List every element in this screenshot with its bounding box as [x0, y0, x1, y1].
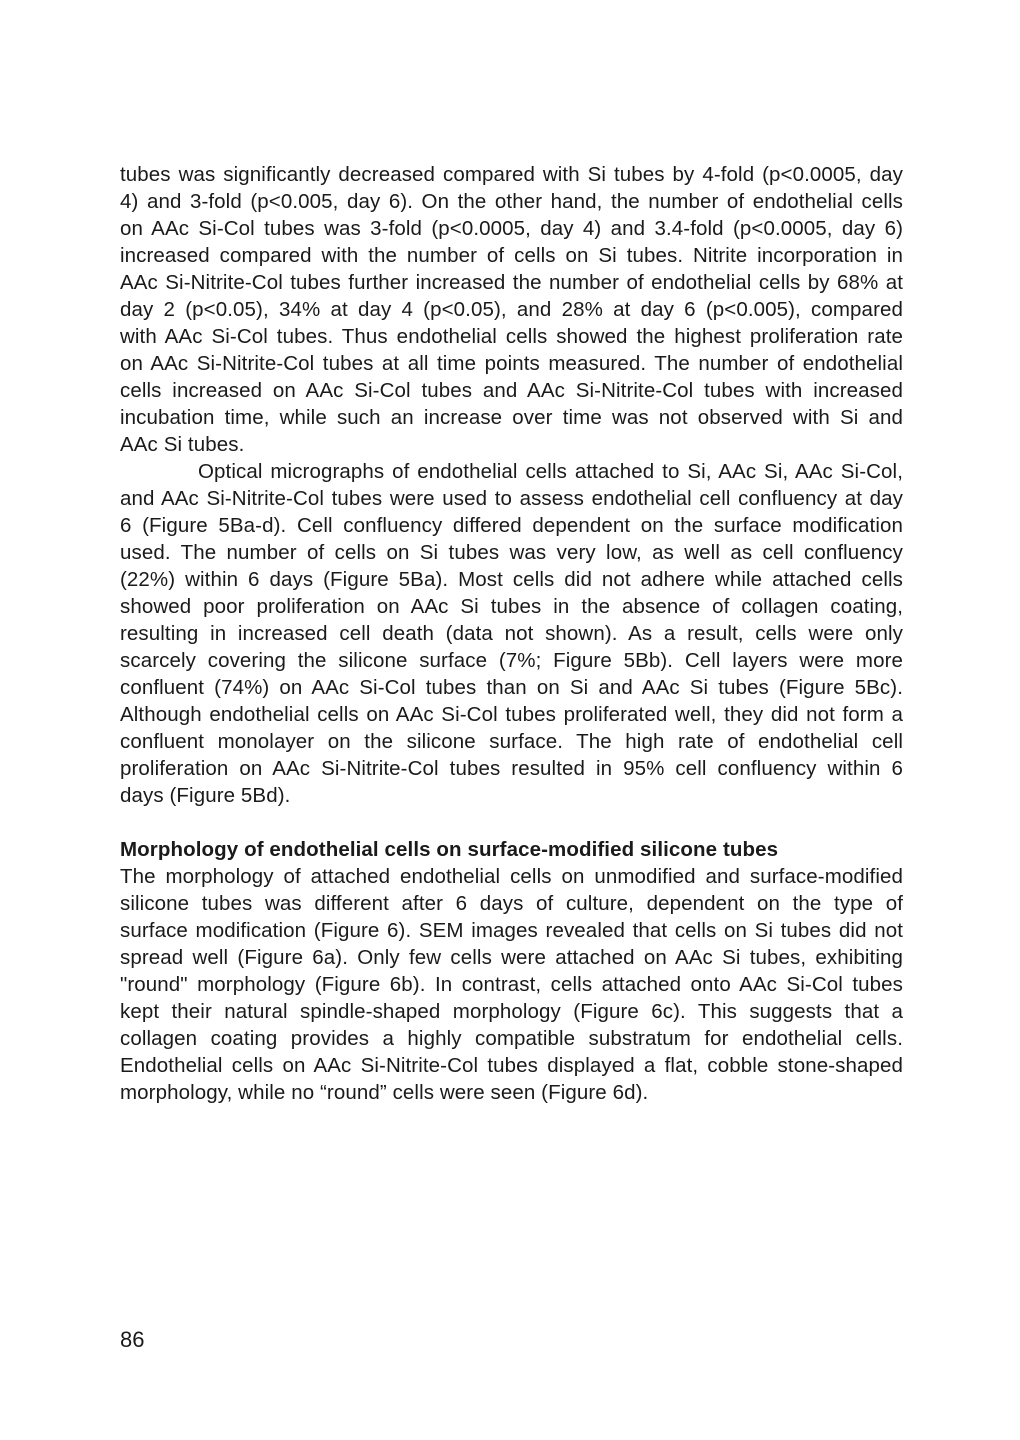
text-line: proliferation on AAc Si-Nitrite-Col tubes resulted in 95% cell confluency within 6 [120, 757, 903, 780]
body-paragraph-2 [120, 458, 903, 809]
text-line: 6 (Figure 5Ba-d). Cell confluency differed dependent on the surface modification [120, 514, 903, 537]
text-line: days (Figure 5Bd). [120, 784, 291, 807]
text-line: Endothelial cells on AAc Si-Nitrite-Col tubes displayed a flat, cobble stone-shaped [120, 1054, 903, 1077]
text-line: Although endothelial cells on AAc Si-Col tubes proliferated well, they did not form a [120, 703, 903, 726]
text-line: Optical micrographs of endothelial cells attached to Si, AAc Si, AAc Si-Col, [198, 460, 903, 483]
text-line: kept their natural spindle-shaped morphology (Figure 6c). This suggests that a [120, 1000, 903, 1023]
text-line: cells increased on AAc Si-Col tubes and AAc Si-Nitrite-Col tubes with increased [120, 379, 903, 402]
text-line: collagen coating provides a highly compatible substratum for endothelial cells. [120, 1027, 903, 1050]
text-line: surface modification (Figure 6). SEM images revealed that cells on Si tubes did not [120, 919, 903, 942]
text-line: confluent (74%) on AAc Si-Col tubes than on Si and AAc Si tubes (Figure 5Bc). [120, 676, 903, 699]
text-line: showed poor proliferation on AAc Si tubes in the absence of collagen coating, [120, 595, 903, 618]
text-line: incubation time, while such an increase over time was not observed with Si and [120, 406, 903, 429]
text-line: scarcely covering the silicone surface (7%; Figure 5Bb). Cell layers were more [120, 649, 903, 672]
text-line: resulting in increased cell death (data not shown). As a result, cells were only [120, 622, 903, 645]
text-line: on AAc Si-Nitrite-Col tubes at all time points measured. The number of endothelial [120, 352, 903, 375]
text-line: silicone tubes was different after 6 days of culture, dependent on the type of [120, 892, 903, 915]
text-line: AAc Si-Nitrite-Col tubes further increased the number of endothelial cells by 68% at [120, 271, 903, 294]
text-line: day 2 (p<0.05), 34% at day 4 (p<0.05), and 28% at day 6 (p<0.005), compared [120, 298, 903, 321]
body-paragraph-1 [120, 161, 903, 458]
body-paragraph-3 [120, 863, 903, 1106]
text-column [120, 161, 903, 1106]
text-line: The morphology of attached endothelial cells on unmodified and surface-modified [120, 865, 903, 888]
text-line: spread well (Figure 6a). Only few cells were attached on AAc Si tubes, exhibiting [120, 946, 903, 969]
text-line: 4) and 3-fold (p<0.005, day 6). On the other hand, the number of endothelial cells [120, 190, 903, 213]
text-line: (22%) within 6 days (Figure 5Ba). Most cells did not adhere while attached cells [120, 568, 903, 591]
text-line: morphology, while no “round” cells were seen (Figure 6d). [120, 1081, 649, 1104]
text-line: AAc Si tubes. [120, 433, 245, 456]
text-line: and AAc Si-Nitrite-Col tubes were used to assess endothelial cell confluency at day [120, 487, 903, 510]
text-line: with AAc Si-Col tubes. Thus endothelial cells showed the highest proliferation rate [120, 325, 903, 348]
text-line: "round" morphology (Figure 6b). In contrast, cells attached onto AAc Si-Col tubes [120, 973, 903, 996]
text-line: tubes was significantly decreased compared with Si tubes by 4-fold (p<0.0005, day [120, 163, 903, 186]
text-line: confluent monolayer on the silicone surface. The high rate of endothelial cell [120, 730, 903, 753]
section-heading: Morphology of endothelial cells on surface-modified silicone tubes [120, 838, 779, 861]
text-line: used. The number of cells on Si tubes was very low, as well as cell confluency [120, 541, 903, 564]
text-line: increased compared with the number of cells on Si tubes. Nitrite incorporation in [120, 244, 903, 267]
text-line: on AAc Si-Col tubes was 3-fold (p<0.0005, day 4) and 3.4-fold (p<0.0005, day 6) [120, 217, 903, 240]
page-number: 86 [120, 1327, 145, 1352]
